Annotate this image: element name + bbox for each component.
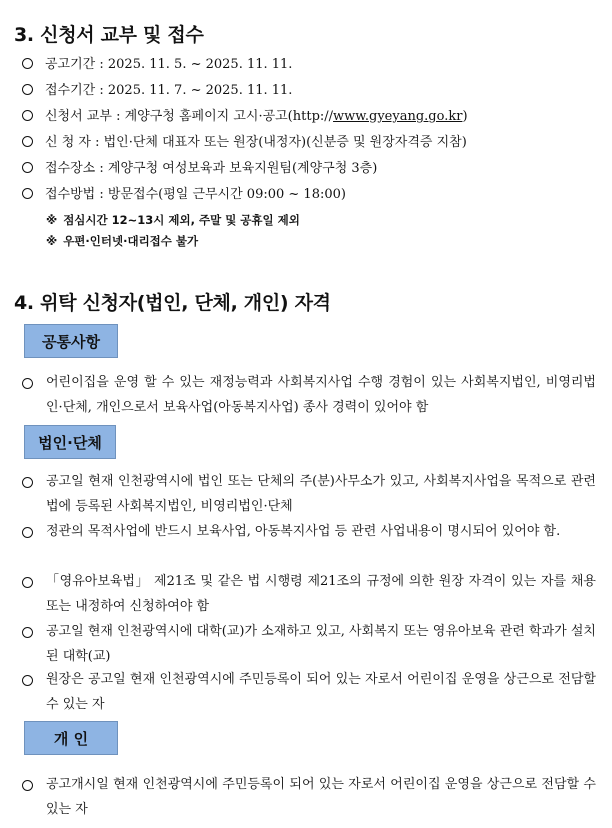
item-text: 원장은 공고일 현재 인천광역시에 주민등록이 되어 있는 자로서 어린이집 운영을 상근으로 전담할 수 있는 자 xyxy=(46,672,596,712)
note-text: 점심시간 12~13시 제외, 주말 및 공휴일 제외 xyxy=(63,213,300,227)
item-label: 공고기간 xyxy=(45,57,96,72)
item-label: 신 청 자 xyxy=(45,135,91,150)
circle-bullet-icon xyxy=(22,577,33,588)
note-text: 우편·인터넷·대리접수 불가 xyxy=(63,234,199,248)
circle-bullet-icon xyxy=(22,780,33,791)
item-value: 2025. 11. 5. ~ 2025. 11. 11. xyxy=(107,57,293,72)
circle-bullet-icon xyxy=(22,58,33,69)
item-text: 공고일 현재 인천광역시에 법인 또는 단체의 주(분)사무소가 있고, 사회복지사업을 목적으로 관련법에 등록된 사회복지법인, 비영리법인·단체 xyxy=(46,474,596,514)
circle-bullet-icon xyxy=(22,675,33,686)
reference-mark-icon: ※ xyxy=(46,213,58,227)
note-no-remote-submission xyxy=(46,233,198,249)
circle-bullet-icon xyxy=(22,162,33,173)
item-text: 공고일 현재 인천광역시에 대학(교)가 소재하고 있고, 사회복지 또는 영유아보육 관련 학과가 설치된 대학(교) xyxy=(46,624,596,664)
item-text: 정관의 목적사업에 반드시 보육사업, 아동복지사업 등 관련 사업내용이 명시되어 있어야 함. xyxy=(46,524,561,539)
item-label: 접수기간 xyxy=(45,83,96,98)
item-value: 법인·단체 대표자 또는 원장(내정자)(신분증 및 원장자격증 지참) xyxy=(103,135,467,150)
list-item-corporate-3 xyxy=(22,569,596,619)
item-value-close: ) xyxy=(462,109,468,124)
section-3-title: 3. 신청서 교부 및 접수 xyxy=(14,24,204,46)
item-separator: : xyxy=(90,135,104,150)
note-lunch-hours xyxy=(46,212,300,228)
circle-bullet-icon xyxy=(22,84,33,95)
list-item-common-1 xyxy=(22,370,596,420)
item-separator: : xyxy=(95,57,108,72)
list-item-corporate-1 xyxy=(22,469,596,519)
list-item-corporate-2 xyxy=(22,519,596,544)
list-item-corporate-4 xyxy=(22,619,596,669)
reference-mark-icon: ※ xyxy=(46,234,58,248)
list-item-individual-1 xyxy=(22,772,596,822)
item-value: 계양구청 홈페이지 고시·공고(http:// xyxy=(124,109,334,124)
circle-bullet-icon xyxy=(22,188,33,199)
item-separator: : xyxy=(95,161,108,176)
item-value: 2025. 11. 7. ~ 2025. 11. 11. xyxy=(107,83,293,98)
list-item-reception-place xyxy=(22,156,598,182)
list-item-reception-period xyxy=(22,78,598,104)
section-4-title: 4. 위탁 신청자(법인, 단체, 개인) 자격 xyxy=(14,292,331,314)
item-separator: : xyxy=(95,187,108,202)
common-requirements-heading: 공통사항 xyxy=(24,324,118,358)
item-label: 접수장소 xyxy=(45,161,96,176)
item-text: 공고개시일 현재 인천광역시에 주민등록이 되어 있는 자로서 어린이집 운영을 상근으로 전담할 수 있는 자 xyxy=(46,777,596,817)
list-item-form-distribution xyxy=(22,104,598,130)
item-label: 접수방법 xyxy=(45,187,96,202)
circle-bullet-icon xyxy=(22,378,33,389)
list-item-reception-method xyxy=(22,182,598,208)
list-item-announcement-period xyxy=(22,52,598,78)
circle-bullet-icon xyxy=(22,627,33,638)
circle-bullet-icon xyxy=(22,136,33,147)
item-value: 방문접수(평일 근무시간 09:00 ~ 18:00) xyxy=(107,187,346,202)
corporate-group-heading: 법인·단체 xyxy=(24,425,116,459)
circle-bullet-icon xyxy=(22,527,33,538)
item-value: 계양구청 여성보육과 보육지원팀(계양구청 3층) xyxy=(107,161,378,176)
list-item-corporate-5 xyxy=(22,667,596,717)
list-item-applicant xyxy=(22,130,598,156)
item-separator: : xyxy=(95,83,108,98)
circle-bullet-icon xyxy=(22,110,33,121)
item-separator: : xyxy=(111,109,125,124)
item-label: 신청서 교부 xyxy=(45,109,112,124)
website-link[interactable]: www.gyeyang.go.kr xyxy=(333,109,463,124)
item-text: 어린이집을 운영 할 수 있는 재정능력과 사회복지사업 수행 경험이 있는 사회복지법인, 비영리법인·단체, 개인으로서 보육사업(아동복지사업) 종사 경력이 있어야 함 xyxy=(46,375,596,415)
item-text: 「영유아보육법」 제21조 및 같은 법 시행령 제21조의 규정에 의한 원장 자격이 있는 자를 채용 또는 내정하여 신청하여야 함 xyxy=(46,574,596,614)
individual-heading: 개 인 xyxy=(24,721,118,755)
circle-bullet-icon xyxy=(22,477,33,488)
